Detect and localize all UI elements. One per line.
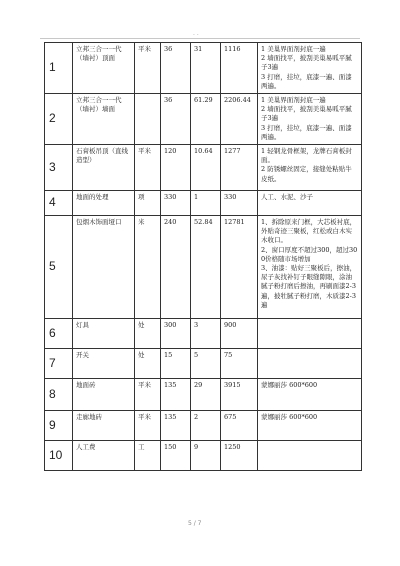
row-number: 6 — [45, 319, 73, 349]
item-unit: 平米 — [135, 43, 161, 94]
row-number: 9 — [45, 411, 73, 441]
item-price: 36 — [161, 43, 191, 94]
header-rule — [40, 38, 360, 39]
item-total: 12781 — [221, 216, 258, 319]
table-row — [45, 216, 362, 319]
item-quantity: 10.64 — [191, 145, 221, 191]
row-number: 4 — [45, 191, 73, 216]
item-name: 立邦三合一一代（墙衬）顶面 — [73, 43, 135, 94]
item-description: 1 美巢界面剂封底一遍 2 墙面找平，披刮美巢易呱平腻子3遍 3 打磨，挂垃，底漆一遍、面漆两遍。 — [258, 94, 362, 145]
page-number: 5 / 7 — [188, 520, 202, 527]
row-number: 10 — [45, 441, 73, 471]
item-quantity: 31 — [191, 43, 221, 94]
header-mark: . . — [193, 30, 199, 37]
item-unit: 米 — [135, 216, 161, 319]
item-total: 2206.44 — [221, 94, 258, 145]
item-unit: 平米 — [135, 411, 161, 441]
item-name: 石膏板吊顶（直线造型） — [73, 145, 135, 191]
item-name: 地面砖 — [73, 379, 135, 411]
table-row — [45, 349, 362, 379]
item-price: 36 — [161, 94, 191, 145]
item-description — [258, 319, 362, 349]
table-row — [45, 191, 362, 216]
item-unit: 项 — [135, 191, 161, 216]
table-row — [45, 379, 362, 411]
item-name: 灯具 — [73, 319, 135, 349]
item-total: 900 — [221, 319, 258, 349]
item-unit: 平米 — [135, 145, 161, 191]
item-unit: 工 — [135, 441, 161, 471]
item-unit — [135, 94, 161, 145]
table-row — [45, 441, 362, 471]
item-description: 1 美巢界面剂封底一遍 2 墙面找平，披刮美巢易呱平腻子3遍 3 打磨，挂垃，底漆一遍、面漆两遍。 — [258, 43, 362, 94]
item-unit: 处 — [135, 349, 161, 379]
item-price: 330 — [161, 191, 191, 216]
item-price: 15 — [161, 349, 191, 379]
item-unit: 处 — [135, 319, 161, 349]
row-number: 8 — [45, 379, 73, 411]
item-name: 人工费 — [73, 441, 135, 471]
item-quantity: 29 — [191, 379, 221, 411]
item-description: 1、拆除原来门框，大芯板衬底，外贴奇迹三聚板，红松或白木实木收口。 2、窗口厚度不超过300，超过300价格随市场增加 3、油漆：贴好三聚板后，擦油，尿子灰找补钉子眼缝隙眼，涂油腻子粉打磨后擦油，再刷面漆2-3遍，披牡腻子粉打磨，木质漆2-3遍 — [258, 216, 362, 319]
item-total: 1277 — [221, 145, 258, 191]
table-row — [45, 411, 362, 441]
item-unit: 平米 — [135, 379, 161, 411]
item-quantity: 3 — [191, 319, 221, 349]
item-name: 开关 — [73, 349, 135, 379]
item-description — [258, 441, 362, 471]
item-name: 地面的处理 — [73, 191, 135, 216]
item-quantity: 52.84 — [191, 216, 221, 319]
item-description: 人工、水泥、沙子 — [258, 191, 362, 216]
item-description — [258, 349, 362, 379]
row-number: 5 — [45, 216, 73, 319]
table-row — [45, 43, 362, 94]
item-price: 120 — [161, 145, 191, 191]
item-name: 立邦三合一一代（墙衬）墙面 — [73, 94, 135, 145]
table-row — [45, 94, 362, 145]
item-price: 240 — [161, 216, 191, 319]
table-row — [45, 145, 362, 191]
row-number: 7 — [45, 349, 73, 379]
item-total: 675 — [221, 411, 258, 441]
item-description: 蒙娜丽莎 600*600 — [258, 411, 362, 441]
item-total: 3915 — [221, 379, 258, 411]
row-number: 1 — [45, 43, 73, 94]
item-price: 300 — [161, 319, 191, 349]
item-quantity: 1 — [191, 191, 221, 216]
item-name: 包烟木饰面垭口 — [73, 216, 135, 319]
item-total: 1250 — [221, 441, 258, 471]
item-total: 75 — [221, 349, 258, 379]
item-quantity: 9 — [191, 441, 221, 471]
quotation-table — [44, 42, 362, 471]
item-quantity: 2 — [191, 411, 221, 441]
row-number: 3 — [45, 145, 73, 191]
table-row — [45, 319, 362, 349]
item-description: 1 轻钢龙骨框架，龙牌石膏板封面。 2 防锈螺丝固定，接缝处粘贴牛皮纸。 — [258, 145, 362, 191]
item-quantity: 61.29 — [191, 94, 221, 145]
item-name: 走廊地砖 — [73, 411, 135, 441]
row-number: 2 — [45, 94, 73, 145]
item-total: 1116 — [221, 43, 258, 94]
item-description: 蒙娜丽莎 600*600 — [258, 379, 362, 411]
item-price: 135 — [161, 379, 191, 411]
item-price: 135 — [161, 411, 191, 441]
item-quantity: 5 — [191, 349, 221, 379]
item-price: 150 — [161, 441, 191, 471]
item-total: 330 — [221, 191, 258, 216]
